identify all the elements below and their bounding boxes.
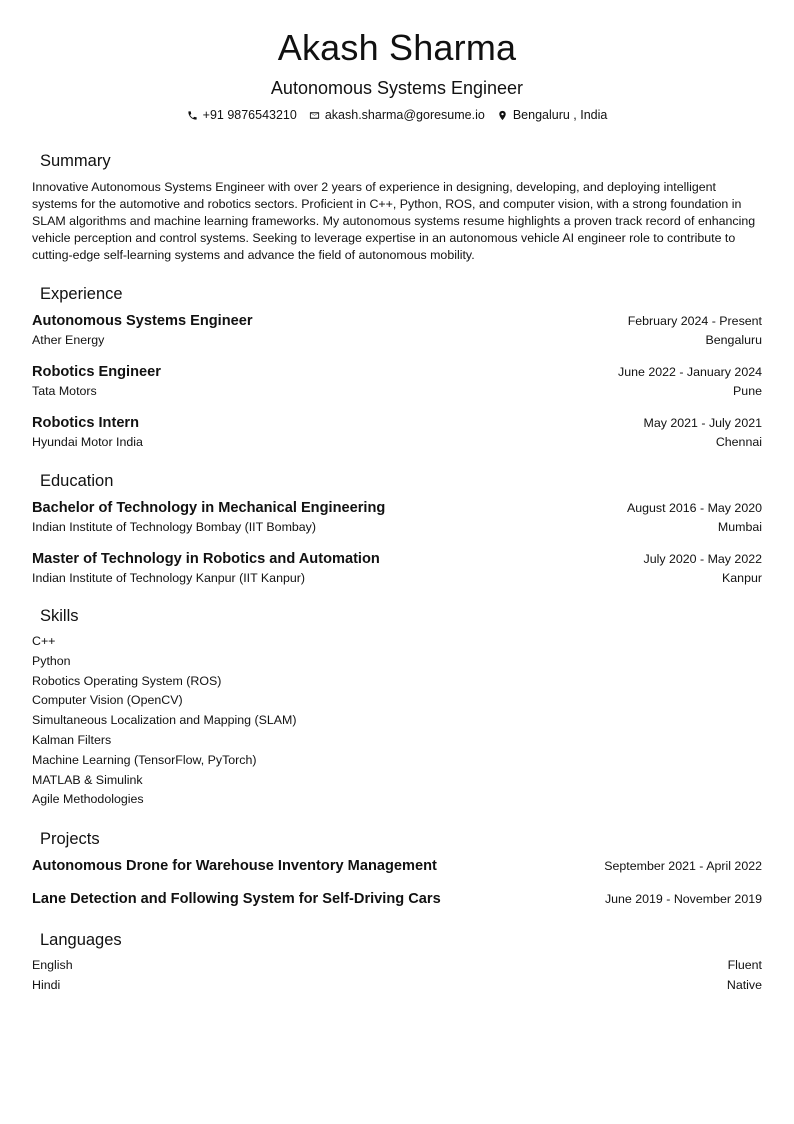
project-title: Autonomous Drone for Warehouse Inventory Management	[32, 858, 437, 875]
contact-email[interactable]	[309, 107, 485, 123]
language-level: Fluent	[727, 958, 762, 973]
language-name: Hindi	[32, 978, 61, 993]
experience-entry	[32, 414, 762, 450]
skill-item: MATLAB & Simulink	[32, 772, 143, 787]
language-item	[32, 955, 762, 975]
company-name: Ather Energy	[32, 333, 105, 347]
project-entry	[32, 857, 762, 875]
projects-section	[32, 829, 762, 908]
skill-item: Computer Vision (OpenCV)	[32, 693, 183, 708]
experience-entry	[32, 363, 762, 399]
project-entry	[32, 890, 762, 908]
language-name: English	[32, 958, 73, 973]
institution-location: Mumbai	[717, 520, 762, 534]
job-dates: February 2024 - Present	[627, 314, 762, 328]
company-name: Tata Motors	[32, 384, 97, 398]
contact-location	[497, 107, 608, 123]
skill-item: Simultaneous Localization and Mapping (SLAM)	[32, 713, 297, 728]
experience-heading: Experience	[40, 285, 123, 303]
language-list	[32, 955, 762, 995]
skill-item: Agile Methodologies	[32, 792, 144, 807]
education-entry	[32, 550, 762, 586]
skill-item: Python	[32, 653, 71, 668]
education-heading: Education	[40, 472, 114, 490]
skill-item: C++	[32, 634, 56, 648]
resume-header	[32, 0, 762, 123]
degree-dates: August 2016 - May 2020	[626, 501, 762, 515]
project-dates: September 2021 - April 2022	[604, 859, 762, 874]
job-location: Pune	[733, 384, 762, 398]
summary-section	[32, 151, 762, 264]
job-dates: June 2022 - January 2024	[618, 365, 762, 379]
languages-heading: Languages	[40, 931, 122, 950]
phone-icon	[187, 110, 198, 121]
candidate-title: Autonomous Systems Engineer	[270, 78, 524, 98]
project-dates: June 2019 - November 2019	[604, 892, 762, 907]
languages-section	[32, 930, 762, 995]
job-title: Robotics Intern	[32, 415, 140, 431]
phone-text: +91 9876543210	[202, 108, 297, 122]
skill-item: Machine Learning (TensorFlow, PyTorch)	[32, 752, 257, 767]
language-level: Native	[726, 978, 762, 993]
project-title: Lane Detection and Following System for Self-Driving Cars	[32, 891, 441, 908]
contact-bar	[32, 107, 762, 123]
location-pin-icon	[497, 110, 508, 121]
degree-title: Bachelor of Technology in Mechanical Engineering	[32, 500, 386, 516]
experience-section	[32, 284, 762, 450]
contact-phone[interactable]	[187, 107, 297, 123]
education-section	[32, 471, 762, 586]
skill-item: Robotics Operating System (ROS)	[32, 673, 222, 688]
job-location: Bengaluru	[705, 333, 762, 347]
language-item	[32, 975, 762, 995]
skill-list	[32, 632, 762, 810]
institution-name: Indian Institute of Technology Kanpur (IIT Kanpur)	[32, 571, 305, 585]
skill-item: Kalman Filters	[32, 732, 112, 747]
institution-location: Kanpur	[722, 571, 762, 585]
email-icon	[309, 110, 320, 121]
degree-dates: July 2020 - May 2022	[643, 552, 762, 566]
location-text: Bengaluru , India	[512, 108, 608, 122]
experience-entry	[32, 312, 762, 348]
job-title: Robotics Engineer	[32, 364, 161, 380]
degree-title: Master of Technology in Robotics and Automation	[32, 551, 380, 567]
job-title: Autonomous Systems Engineer	[32, 313, 253, 329]
company-name: Hyundai Motor India	[32, 435, 143, 449]
skills-heading: Skills	[40, 607, 79, 625]
summary-heading: Summary	[40, 152, 111, 170]
email-text: akash.sharma@goresume.io	[324, 108, 485, 122]
skills-section	[32, 606, 762, 810]
institution-name: Indian Institute of Technology Bombay (IIT Bombay)	[32, 520, 316, 534]
education-entry	[32, 499, 762, 535]
job-dates: May 2021 - July 2021	[643, 416, 762, 430]
job-location: Chennai	[715, 435, 762, 449]
projects-heading: Projects	[40, 830, 100, 849]
candidate-name: Akash Sharma	[277, 27, 517, 68]
summary-text: Innovative Autonomous Systems Engineer with over 2 years of experience in designing, developing, and deploying intelligent systems for the automotive and robotics sectors. Proficient in C++, Python, ROS, and computer vision, with a strong foundation in SLAM algorithms and machine learning frameworks. My autonomous systems resume highlights a proven track record of enhancing vehicle perception and control systems. Seeking to leverage expertise in an autonomous vehicle AI engineer role to contribute to cutting-edge self-learning systems and advance the field of autonomous mobility.	[32, 180, 756, 262]
